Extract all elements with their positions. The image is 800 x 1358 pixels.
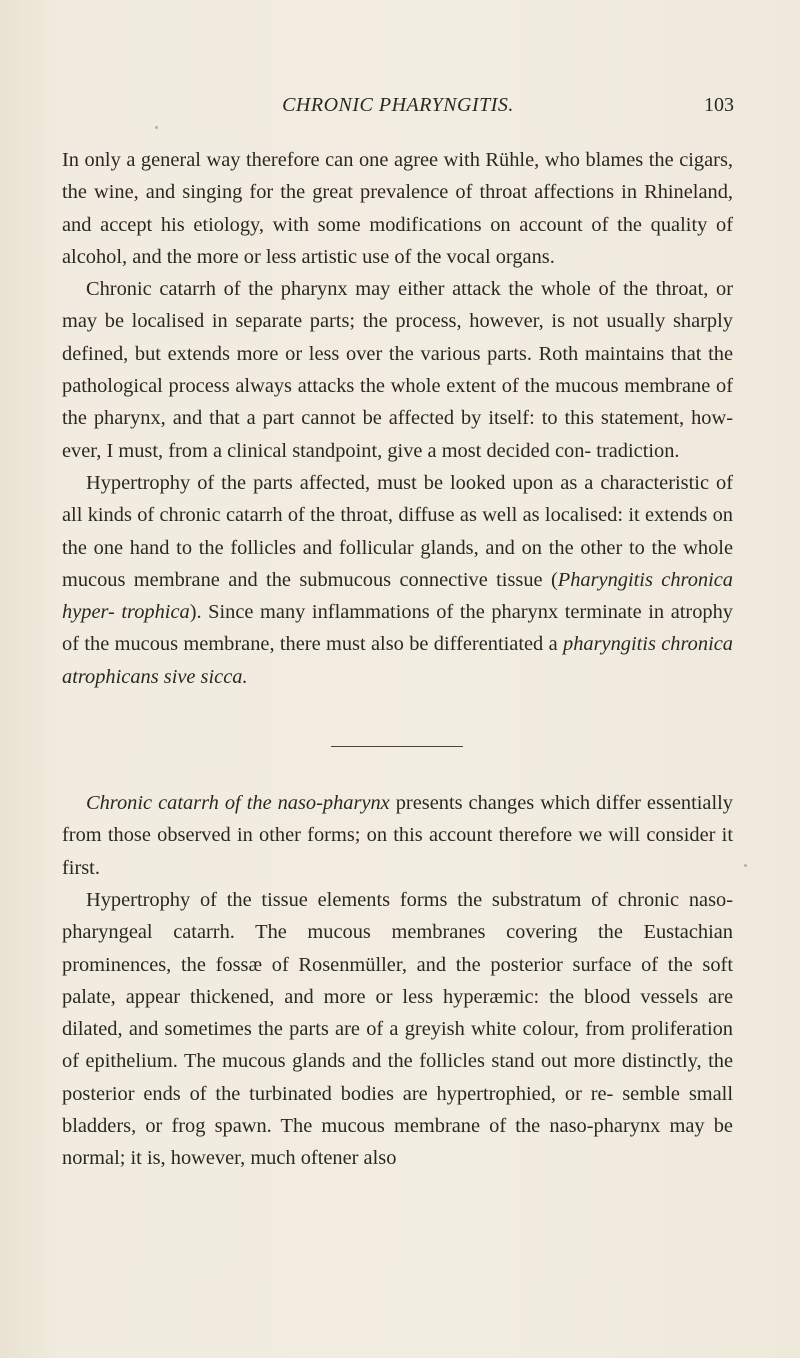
paragraph-5: Hypertrophy of the tissue elements forms the substratum of chronic naso-pharyngeal catarrh. The mucous membranes covering the Eustachian prominences, the fossæ of Rosenmüller, and the posterior surface of the soft palate, appear thickened, and more or less hyperæmic: the blood vessels are dilated, and sometimes the parts are of a greyish white colour, from proliferation of epithelium. The mucous glands and the follicles stand out more distinctly, the posterior ends of the turbinated bodies are hypertrophied, or re- semble small bladders, or frog spawn. The mucous membrane of the naso-pharynx may be normal; it is, however, much oftener also bbox=[62, 888, 733, 1170]
paragraph-4-text: presents changes which differ essentially from those observed in other forms; on this account therefore we will consider it first. bbox=[62, 792, 733, 879]
paragraph-1: In only a general way therefore can one agree with Rühle, who blames the cigars, the wine, and singing for the great prevalence of throat affections in Rhineland, and accept his etiology, with some modifications on account of the quality of alcohol, and the more or less artistic use of the vocal organs. bbox=[62, 149, 733, 268]
section-divider-rule bbox=[331, 746, 463, 747]
paragraph-3 bbox=[62, 467, 733, 693]
paper-speck bbox=[155, 126, 158, 129]
paragraph-4 bbox=[62, 787, 733, 884]
body-text bbox=[62, 144, 733, 1175]
running-head: CHRONIC PHARYNGITIS. bbox=[282, 94, 514, 116]
paragraph-3-italic-term: Pharyngitis chronica hyper- trophica bbox=[62, 568, 733, 624]
paragraph-3-text-a: Hypertrophy of the parts affected, must be looked upon as a characteristic of all kinds of chronic catarrh of the throat, diffuse as well as localised: it extends on the one hand to the follicles and follicular glands, and on the other to the whole mucous membrane and the submucous connective tissue ( bbox=[62, 471, 733, 591]
paragraph-3-italic-term-2: pharyngitis chronica atrophicans sive sicca. bbox=[62, 633, 733, 688]
page-number: 103 bbox=[704, 94, 734, 116]
paragraph-2: Chronic catarrh of the pharynx may either attack the whole of the throat, or may be localised in separate parts; the process, however, is not usually sharply defined, but extends more or less over the various parts. Roth maintains that the pathological process always attacks the whole extent of the mucous membrane of the pharynx, and that a part cannot be affected by itself: to this statement, how- ever, I must, from a clinical standpoint, give a most decided con- tradiction. bbox=[62, 278, 733, 462]
page-header bbox=[62, 88, 734, 122]
paper-speck bbox=[744, 864, 747, 867]
paragraph-3-text-b: ). Since many inflammations of the pharynx terminate in atrophy of the mucous membrane, there must also be differentiated a bbox=[62, 601, 733, 656]
section-break bbox=[62, 693, 733, 787]
paragraph-4-italic-term: Chronic catarrh of the naso-pharynx bbox=[86, 792, 390, 815]
